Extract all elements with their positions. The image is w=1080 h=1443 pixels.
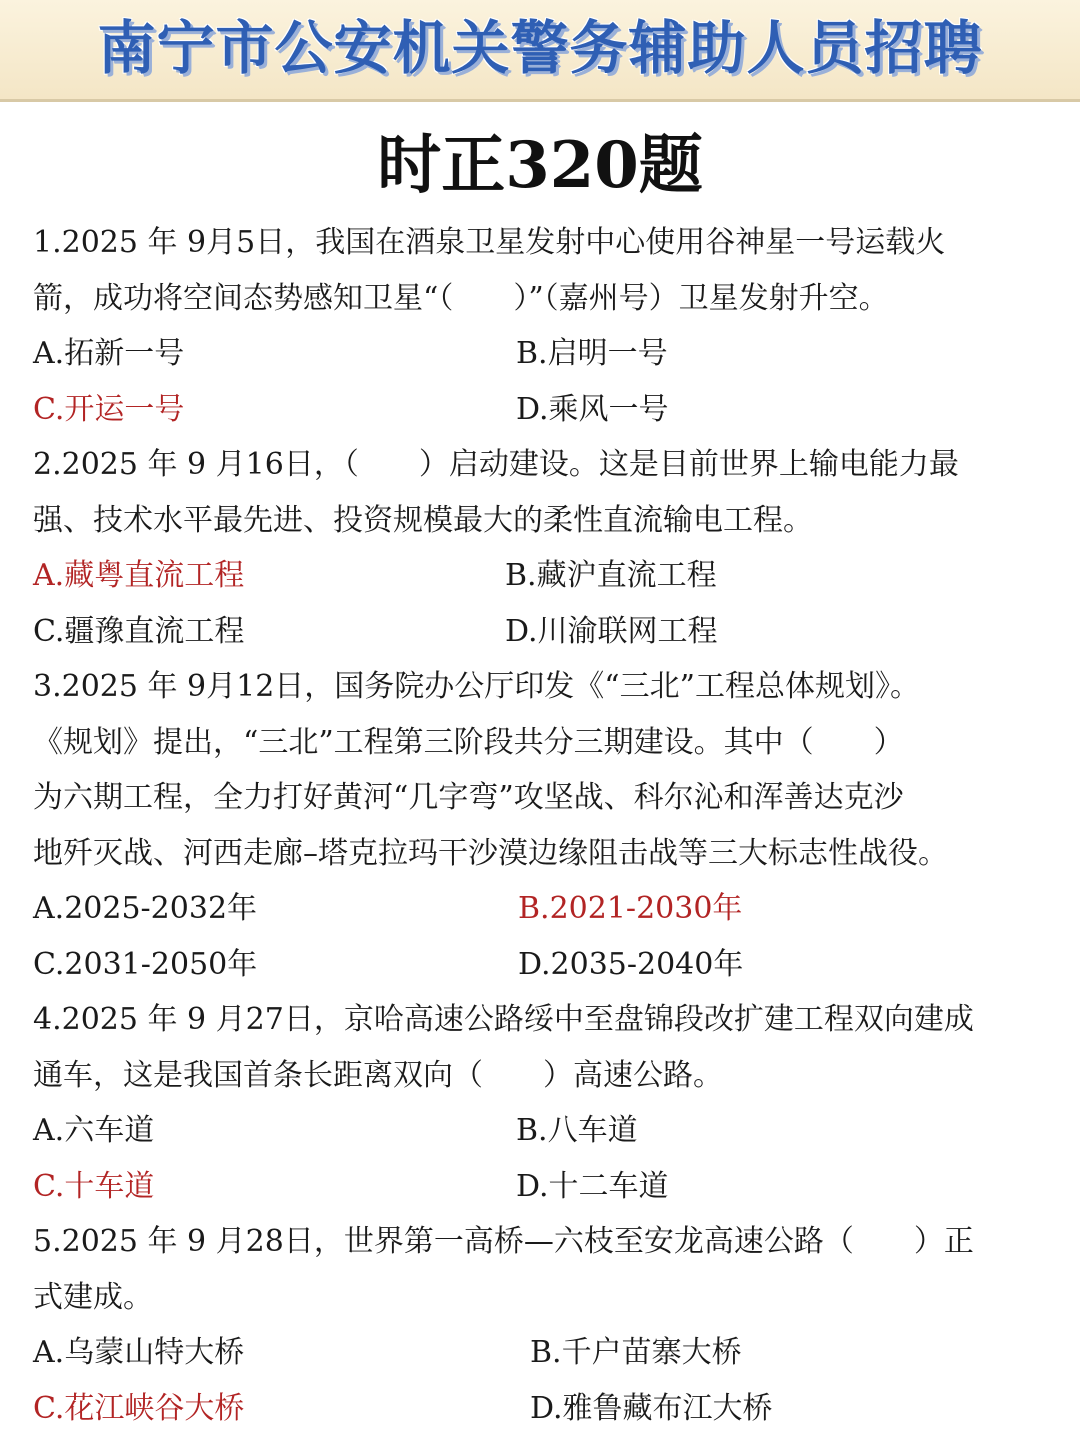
option-b: B.千户苗寨大桥 (530, 1335, 742, 1370)
option-d: D.雅鲁藏布江大桥 (530, 1390, 773, 1426)
option-c-correct: C.十车道 (33, 1168, 155, 1204)
question-text-line: 5.2025 年 9 月28日，世界第一高桥—六枝至安龙高速公路（ ）正 (33, 1224, 974, 1259)
option-a-correct: A.藏粤直流工程 (33, 558, 245, 593)
option-c: C.疆豫直流工程 (33, 613, 245, 649)
option-a: A.六车道 (33, 1113, 155, 1148)
question-text-line: 式建成。 (33, 1279, 153, 1315)
option-a: A.拓新一号 (33, 336, 185, 371)
banner-title: 南宁市公安机关警务辅助人员招聘 (97, 14, 983, 82)
question-text-line: 箭，成功将空间态势感知卫星“（ ）”（嘉州号）卫星发射升空。 (33, 280, 889, 316)
page-title: 时正320题 (377, 128, 703, 203)
option-row (33, 937, 1048, 993)
option-row (33, 1381, 1048, 1437)
option-d: D.2035-2040年 (518, 946, 744, 982)
option-row (33, 881, 1048, 937)
option-d: D.川渝联网工程 (505, 613, 718, 649)
question-text-line: 4.2025 年 9 月27日，京哈高速公路绥中至盘锦段改扩建工程双向建成 (33, 1002, 974, 1037)
option-row (33, 326, 1048, 382)
header-banner (0, 0, 1080, 102)
question-5 (33, 1214, 1048, 1436)
option-c-correct: C.花江峡谷大桥 (33, 1390, 245, 1426)
question-text-line: 为六期工程，全力打好黄河“几字弯”攻坚战、科尔沁和浑善达克沙 (33, 780, 904, 815)
option-row (33, 382, 1048, 438)
option-c-correct: C.开运一号 (33, 391, 185, 427)
question-text-line: 强、技术水平最先进、投资规模最大的柔性直流输电工程。 (33, 502, 813, 538)
question-text-line: 1.2025 年 9月5日，我国在酒泉卫星发射中心使用谷神星一号运载火 (33, 225, 946, 260)
option-a: A.乌蒙山特大桥 (33, 1335, 245, 1370)
option-b: B.启明一号 (516, 336, 668, 371)
option-d: D.乘风一号 (516, 391, 669, 427)
option-a: A.2025-2032年 (33, 891, 258, 926)
option-d: D.十二车道 (516, 1168, 669, 1204)
option-b: B.藏沪直流工程 (505, 558, 717, 593)
option-b-correct: B.2021-2030年 (518, 891, 743, 926)
option-row (33, 1103, 1048, 1159)
option-row (33, 548, 1048, 604)
question-text-line: 2.2025 年 9 月16日，（ ）启动建设。这是目前世界上输电能力最 (33, 447, 959, 482)
option-row (33, 1325, 1048, 1381)
question-list (33, 215, 1048, 1436)
question-4 (33, 992, 1048, 1214)
option-c: C.2031-2050年 (33, 946, 258, 982)
question-text-line: 《规划》提出，“三北”工程第三阶段共分三期建设。其中（ ） (33, 724, 904, 760)
question-1 (33, 215, 1048, 437)
option-b: B.八车道 (516, 1113, 638, 1148)
option-row (33, 604, 1048, 660)
question-2 (33, 437, 1048, 659)
question-text-line: 地歼灭战、河西走廊–塔克拉玛干沙漠边缘阻击战等三大标志性战役。 (33, 835, 948, 871)
question-3 (33, 659, 1048, 992)
option-row (33, 1159, 1048, 1215)
question-text-line: 3.2025 年 9月12日，国务院办公厅印发《“三北”工程总体规划》。 (33, 669, 920, 704)
question-text-line: 通车，这是我国首条长距离双向（ ）高速公路。 (33, 1057, 723, 1093)
